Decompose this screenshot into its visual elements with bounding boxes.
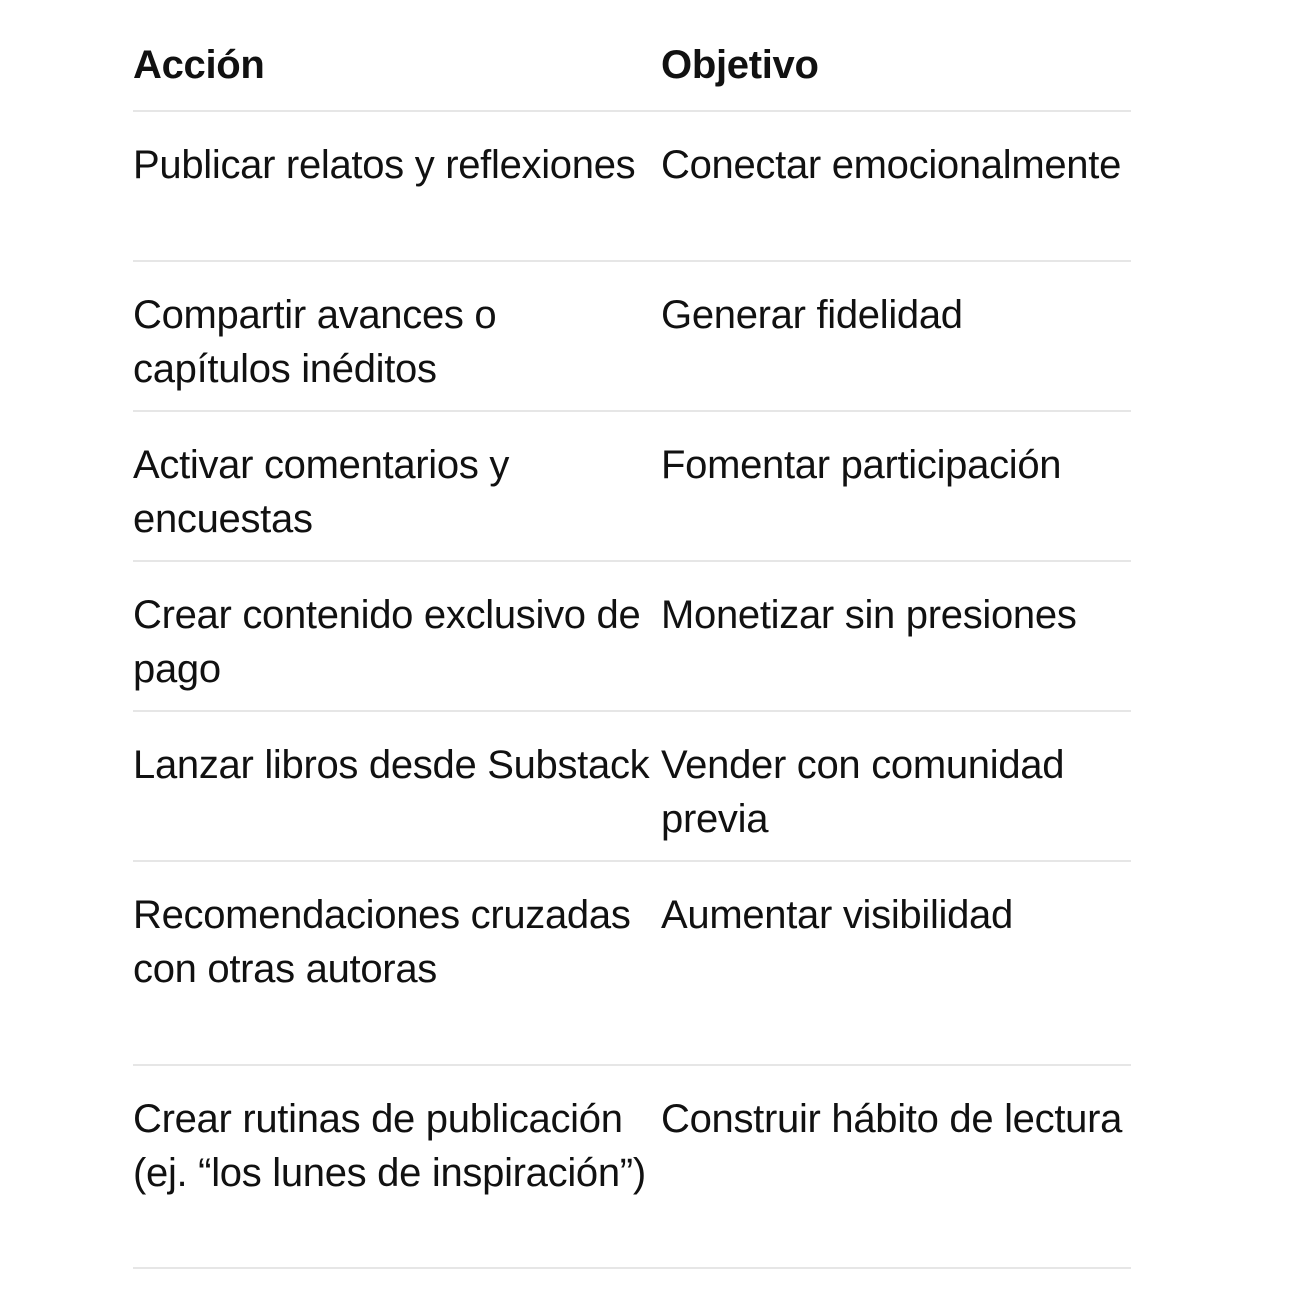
table-row xyxy=(133,262,1131,412)
cell-objetivo: Aumentar visibilidad xyxy=(661,893,1013,937)
header-accion: Acción xyxy=(133,43,265,87)
cell-objetivo: Fomentar participación xyxy=(661,443,1062,487)
cell-accion: Lanzar libros desde Substack xyxy=(133,743,650,787)
action-objective-table xyxy=(133,0,1131,1269)
cell-accion: Recomendaciones cruzadas con otras autoras xyxy=(133,893,631,991)
cell-objetivo: Construir hábito de lectura xyxy=(661,1097,1123,1141)
cell-accion: Crear contenido exclusivo de pago xyxy=(133,593,641,691)
cell-accion: Compartir avances o capítulos inéditos xyxy=(133,293,497,391)
cell-objetivo: Conectar emocionalmente xyxy=(661,143,1122,187)
cell-accion: Publicar relatos y reflexiones xyxy=(133,143,636,187)
cell-accion: Crear rutinas de publicación (ej. “los lunes de inspiración”) xyxy=(133,1097,646,1195)
table-row xyxy=(133,562,1131,712)
table-row xyxy=(133,1066,1131,1269)
table-row xyxy=(133,712,1131,862)
header-objetivo: Objetivo xyxy=(661,43,819,87)
table-row xyxy=(133,112,1131,262)
cell-objetivo: Generar fidelidad xyxy=(661,293,963,337)
cell-accion: Activar comentarios y encuestas xyxy=(133,443,510,541)
table-row xyxy=(133,412,1131,562)
cell-objetivo: Vender con comunidad previa xyxy=(661,743,1065,841)
table-header-row xyxy=(133,0,1131,112)
table-row xyxy=(133,862,1131,1066)
cell-objetivo: Monetizar sin presiones xyxy=(661,593,1077,637)
